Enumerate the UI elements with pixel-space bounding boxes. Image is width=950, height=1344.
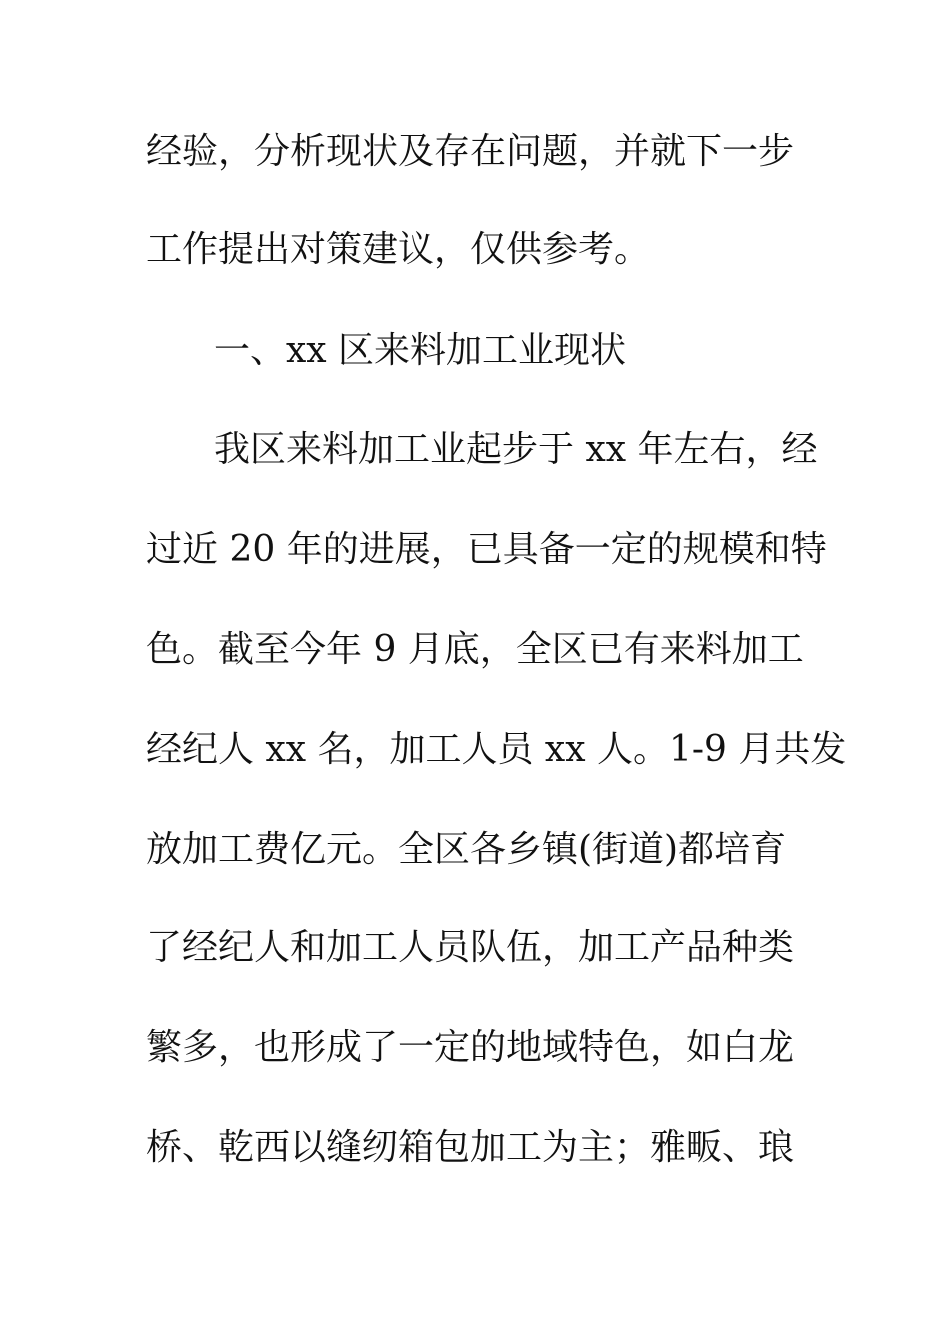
body-text-line: 繁多，也形成了一定的地域特色，如白龙 [146,1027,795,1068]
body-text-line: 经纪人 xx 名，加工人员 xx 人。1-9 月共发 [146,729,847,770]
body-text-line: 色。截至今年 9 月底，全区已有来料加工 [146,629,804,670]
body-text-line: 经验，分析现状及存在问题，并就下一步 [146,131,795,172]
body-text-line: 过近 20 年的进展，已具备一定的规模和特 [146,529,827,570]
section-heading: 一、xx 区来料加工业现状 [214,330,627,371]
paragraph-first-line: 我区来料加工业起步于 xx 年左右，经 [214,429,818,470]
body-text-line: 了经纪人和加工人员队伍，加工产品种类 [146,927,795,968]
body-text-line: 桥、乾西以缝纫箱包加工为主；雅畈、琅 [146,1127,795,1168]
body-text-line: 放加工费亿元。全区各乡镇(街道)都培育 [146,829,787,870]
body-text-line: 工作提出对策建议，仅供参考。 [146,229,651,270]
